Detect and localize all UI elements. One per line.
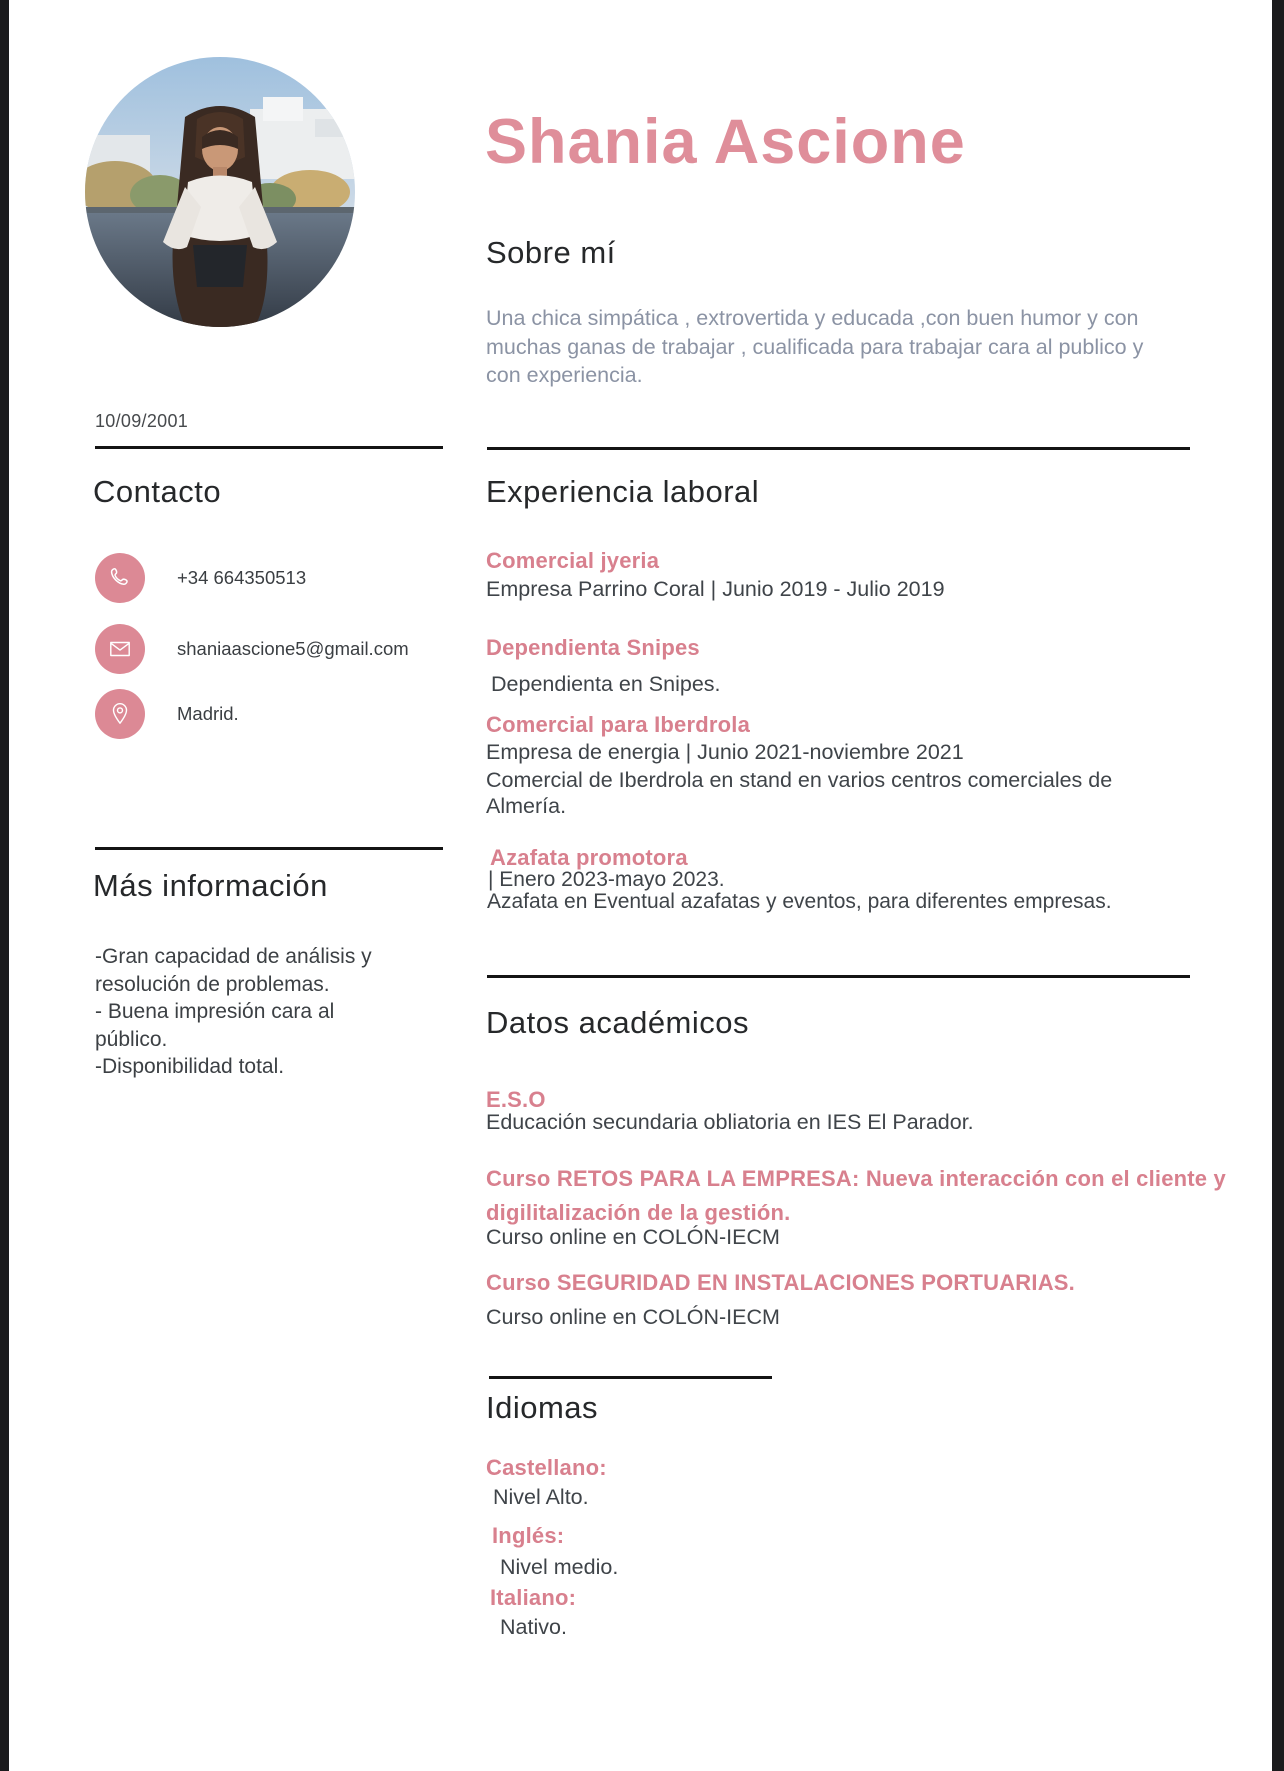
education-description: Educación secundaria obliatoria en IES El Parador.	[486, 1110, 974, 1134]
more-info-line: -Gran capacidad de análisis y resolución de problemas.	[95, 945, 372, 996]
contact-row-email	[95, 623, 435, 675]
language-level: Nivel medio.	[500, 1555, 619, 1579]
job-description: Dependienta en Snipes.	[491, 672, 721, 696]
language-level: Nivel Alto.	[493, 1485, 589, 1509]
contact-heading: Contacto	[93, 474, 222, 509]
education-description: Curso online en COLÓN-IECM	[486, 1225, 780, 1249]
divider	[95, 847, 443, 850]
job-title: Azafata promotora	[490, 845, 688, 870]
contact-row-phone	[95, 552, 435, 604]
phone-icon	[95, 553, 145, 603]
profile-photo	[85, 57, 355, 327]
birth-date: 10/09/2001	[95, 411, 189, 431]
location-city: Madrid.	[177, 703, 239, 724]
divider	[95, 446, 443, 449]
about-heading: Sobre mí	[486, 235, 616, 270]
location-icon	[95, 689, 145, 739]
divider	[487, 447, 1190, 450]
language-name: Castellano:	[486, 1455, 607, 1480]
divider	[489, 1376, 772, 1379]
job-title: Comercial para Iberdrola	[486, 712, 751, 737]
job-subtitle: Empresa de energia | Junio 2021-noviembre 2021	[486, 740, 964, 764]
phone-number: +34 664350513	[177, 567, 307, 588]
languages-heading: Idiomas	[486, 1390, 599, 1425]
education-title: Curso RETOS PARA LA EMPRESA: Nueva interacción con el cliente y digilitalización de la gestión.	[486, 1166, 1226, 1225]
more-info-line: -Disponibilidad total.	[95, 1055, 285, 1078]
job-description: Comercial de Iberdrola en stand en varios centros comerciales de Almería.	[486, 768, 1113, 818]
experience-heading: Experiencia laboral	[486, 474, 760, 509]
job-subtitle: | Enero 2023-mayo 2023.	[488, 868, 725, 891]
page-title: Shania Ascione	[485, 107, 966, 177]
job-description: Azafata en Eventual azafatas y eventos, para diferentes empresas.	[487, 890, 1112, 913]
job-title: Dependienta Snipes	[486, 635, 700, 660]
job-title: Comercial jyeria	[486, 548, 660, 573]
right-edge-bar	[1272, 0, 1284, 1771]
email-address: shaniaascione5@gmail.com	[177, 638, 409, 659]
language-name: Italiano:	[490, 1585, 577, 1610]
profile-photo-illustration	[85, 57, 355, 327]
education-title: E.S.O	[486, 1087, 546, 1112]
left-edge-bar	[0, 0, 9, 1771]
email-icon	[95, 624, 145, 674]
language-name: Inglés:	[492, 1523, 565, 1548]
education-description: Curso online en COLÓN-IECM	[486, 1305, 780, 1329]
education-heading: Datos académicos	[486, 1005, 750, 1040]
more-info-heading: Más información	[93, 868, 328, 903]
about-text: Una chica simpática , extrovertida y educada ,con buen humor y con muchas ganas de trabajar , cualificada para trabajar cara al publico y con experiencia.	[486, 306, 1144, 387]
more-info-text	[95, 943, 397, 1081]
job-subtitle: Empresa Parrino Coral | Junio 2019 - Julio 2019	[486, 577, 945, 601]
contact-row-location	[95, 688, 435, 740]
education-title: Curso SEGURIDAD EN INSTALACIONES PORTUARIAS.	[486, 1270, 1075, 1295]
divider	[487, 975, 1190, 978]
language-level: Nativo.	[500, 1615, 567, 1639]
more-info-line: - Buena impresión cara al público.	[95, 1000, 335, 1051]
